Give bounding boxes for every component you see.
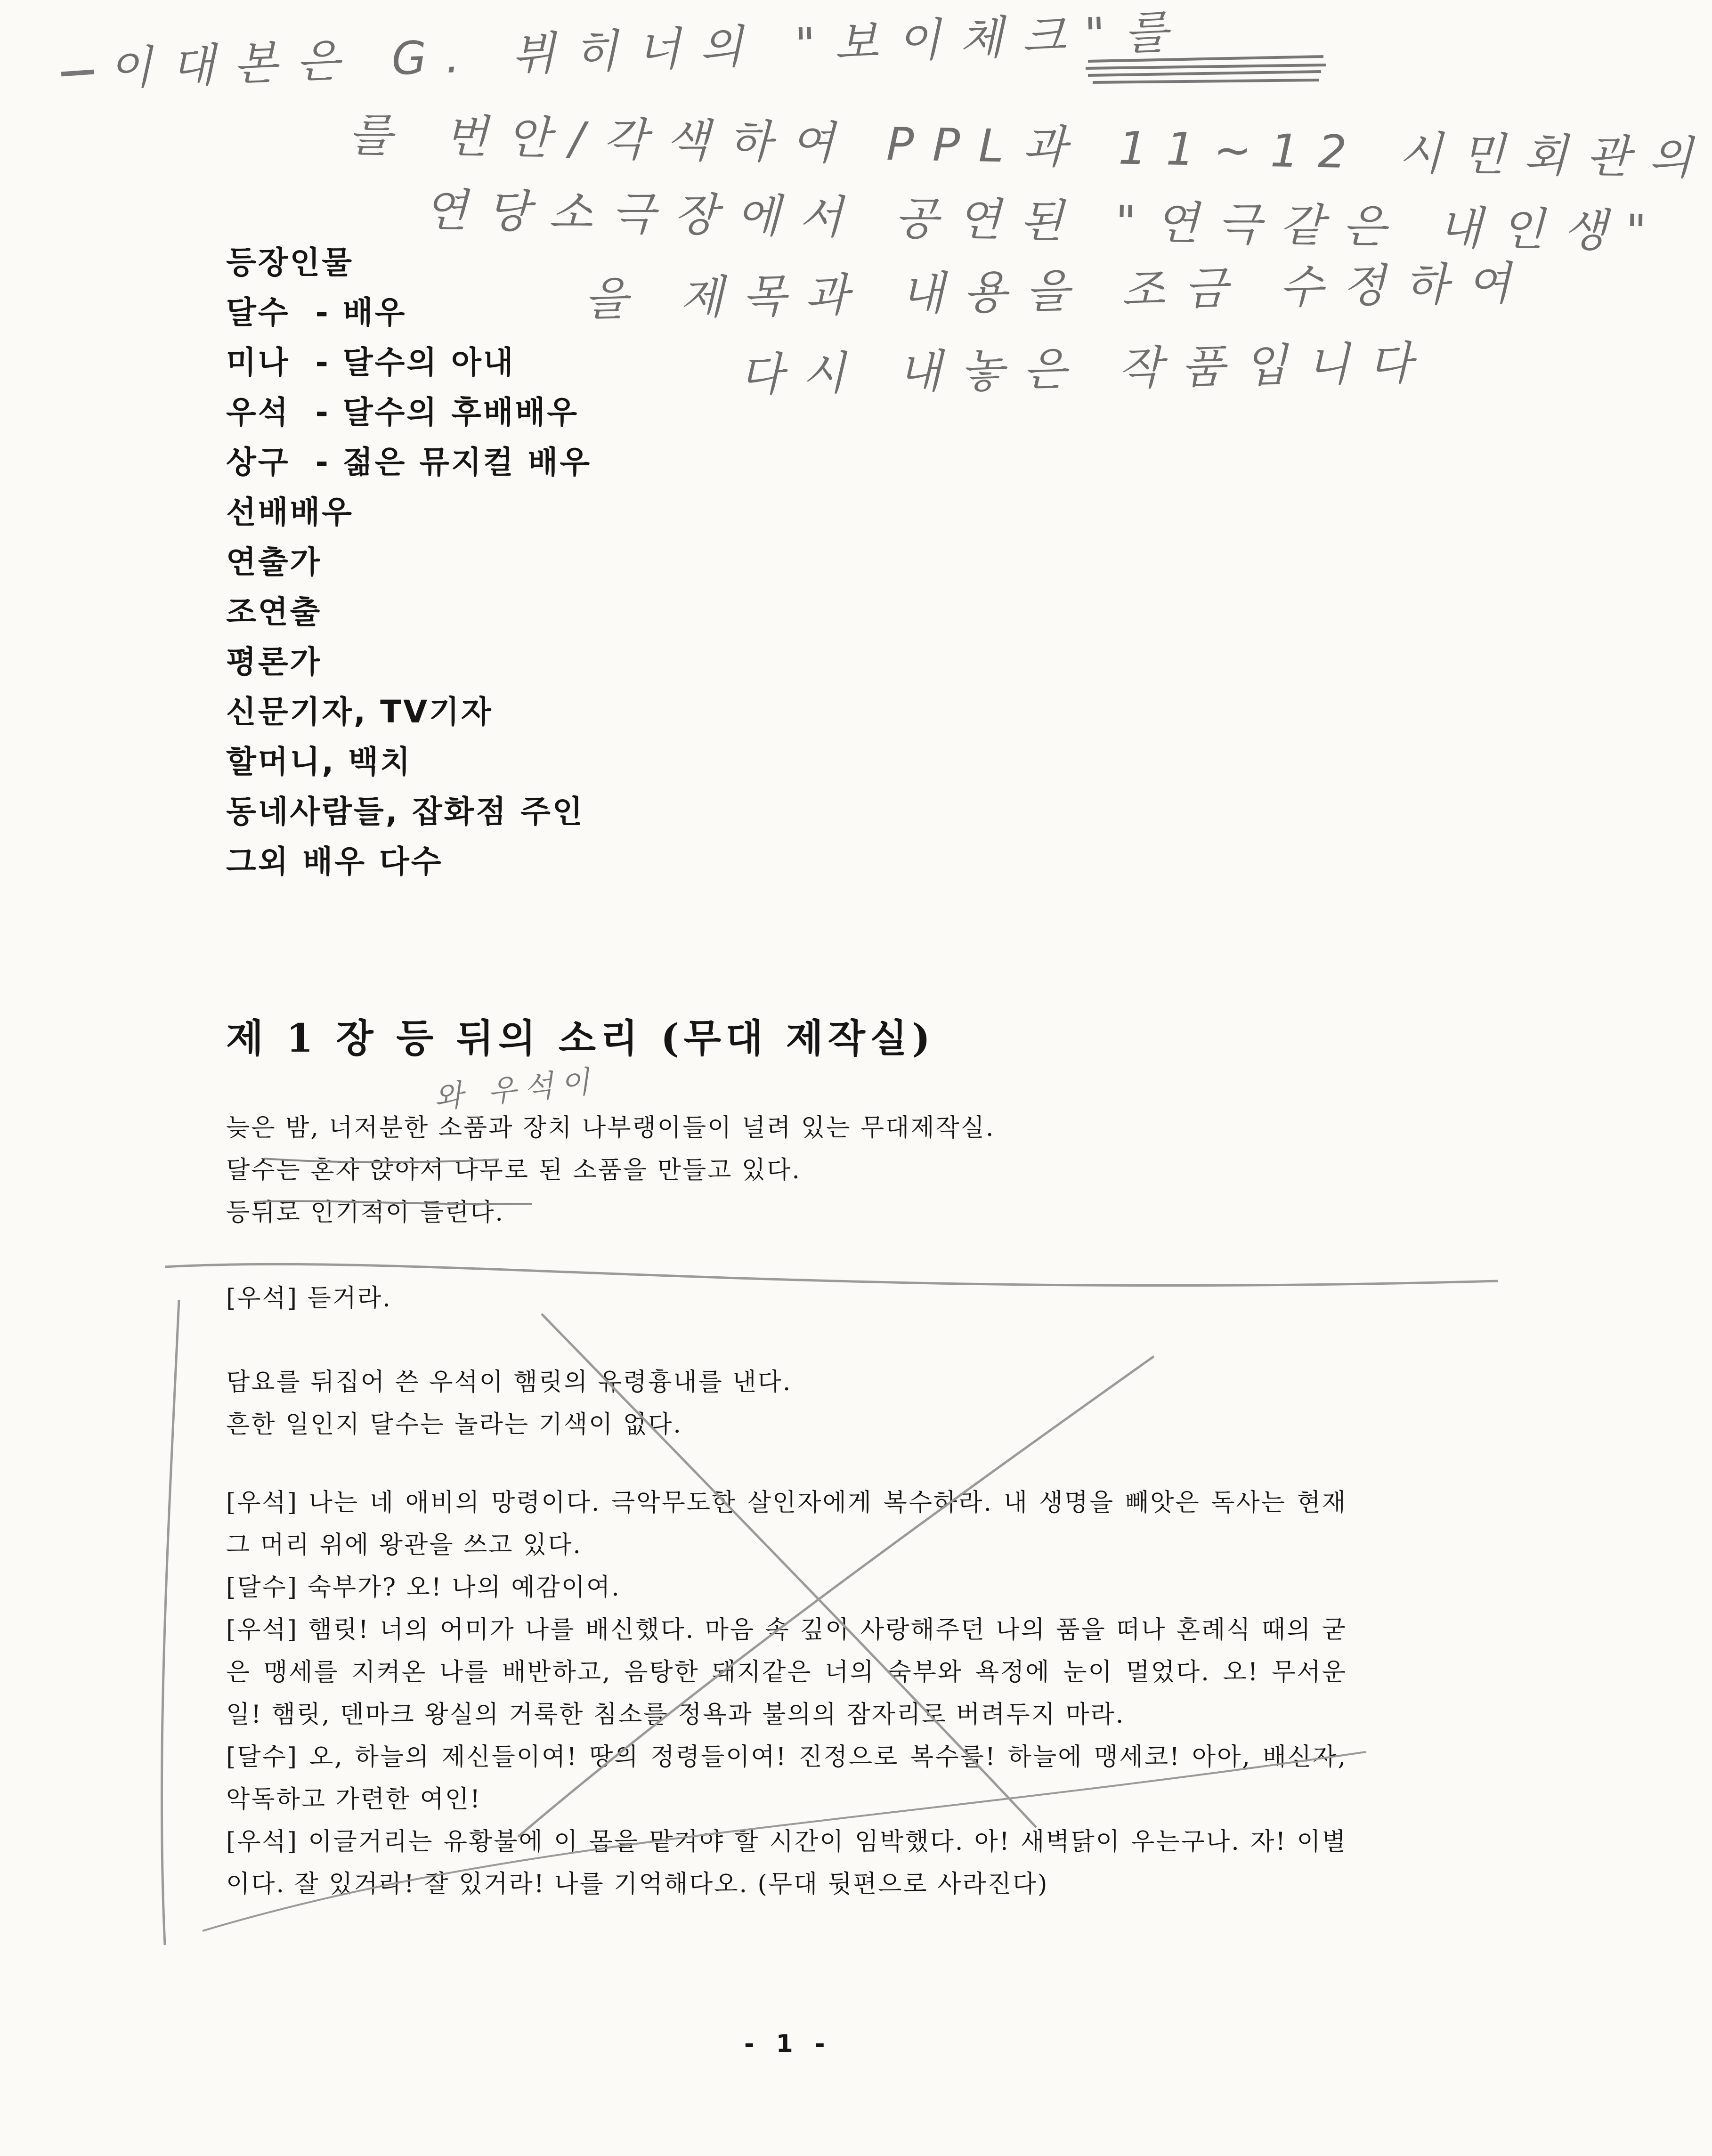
handwritten-line: 을 제목과 내용을 조금 수정하여 — [584, 256, 1530, 326]
cast-member: 그외 배우 다수 — [226, 843, 443, 880]
dialogue-block — [226, 1482, 1347, 1905]
dialogue-line: [달수] 오, 하늘의 제신들이여! 땅의 정령들이여! 진정으로 복수를! 하늘에 맹세코! 아아, 배신자, 악독하고 가련한 여인! — [226, 1743, 1347, 1814]
stage-direction — [226, 1107, 995, 1234]
stage-direction-line: 달수는 혼자 앉아서 나무로 된 소품을 만들고 있다. — [226, 1156, 801, 1184]
stage-direction-line: 흔한 일인지 달수는 놀라는 기색이 없다. — [226, 1410, 682, 1439]
handwritten-line: 이대본은 G. 뷔히너의 "보이체크"를 — [107, 5, 1188, 95]
dialogue-line: [우석] 이글거리는 유황불에 이 몸을 맡겨야 할 시간이 임박했다. 아! 새벽닭이 우는구나. 자! 이별이다. 잘 있거라! 잘 있거라! 나를 기억해다오. (무대 뒷편으로 사라진다) — [226, 1828, 1347, 1898]
stage-direction-line: 늦은 밤, 너저분한 소품과 장치 나부랭이들이 널려 있는 무대제작실. — [226, 1114, 995, 1142]
cast-member: 선배배우 — [226, 494, 354, 530]
handwritten-line: 다시 내놓은 작품입니다 — [739, 336, 1432, 401]
cast-member: 할머니, 백치 — [226, 744, 412, 780]
cast-member: 상구 - 젊은 뮤지컬 배우 — [226, 444, 592, 480]
dialogue-text: [우석] 듣거라. — [226, 1284, 392, 1313]
handwritten-insert: 와 우석이 — [432, 1064, 599, 1116]
cast-member: 달수 - 배우 — [226, 294, 407, 331]
cast-member: 동네사람들, 잡화점 주인 — [226, 794, 584, 830]
cast-member: 평론가 — [226, 644, 322, 680]
handwritten-line: 를 번안/각색하여 PPL과 11~12 시민회관의 — [348, 108, 1712, 185]
stage-direction-line: 담요를 뒤집어 쓴 우석이 햄릿의 유령흉내를 낸다. — [226, 1368, 792, 1396]
cast-member: 조연출 — [226, 594, 322, 630]
cast-member: 연출가 — [226, 544, 322, 580]
cast-member: 미나 - 달수의 아내 — [226, 344, 515, 381]
dialogue-line: [우석] 나는 네 애비의 망령이다. 극악무도한 살인자에게 복수하라. 내 생명을 빼앗은 독사는 현재 그 머리 위에 왕관을 쓰고 있다. — [226, 1489, 1347, 1559]
page-number: - 1 - — [744, 2030, 832, 2058]
dialogue-line — [226, 1277, 392, 1320]
scene-title: 제 1 장 등 뒤의 소리 (무대 제작실) — [226, 1016, 935, 1061]
stage-direction — [226, 1361, 792, 1446]
cast-heading: 등장인물 — [226, 244, 354, 281]
strikethrough-scribble — [1083, 42, 1328, 94]
dialogue-line: [우석] 햄릿! 너의 어미가 나를 배신했다. 마음 속 깊이 사랑해주던 나의 품을 떠나 혼례식 때의 굳은 맹세를 지켜온 나를 배반하고, 음탕한 돼지같은 너의 숙부와 욕정에 눈이 멀었다. 오! 무서운 일! 햄릿, 덴마크 왕실의 거룩한 침소를 정욕과 불의의 잠자리로 버려두지 마라. — [226, 1616, 1347, 1729]
stage-direction-line: 등뒤로 인기척이 들린다. — [226, 1199, 504, 1227]
cast-member: 우석 - 달수의 후배배우 — [226, 394, 579, 430]
handwritten-line: 연당소극장에서 공연된 "연극같은 내인생" — [423, 184, 1666, 259]
cast-member: 신문기자, TV기자 — [226, 694, 493, 730]
dialogue-line: [달수] 숙부가? 오! 나의 예감이여. — [226, 1573, 621, 1602]
cast-list — [226, 238, 592, 887]
pencil-dash — [61, 70, 95, 77]
